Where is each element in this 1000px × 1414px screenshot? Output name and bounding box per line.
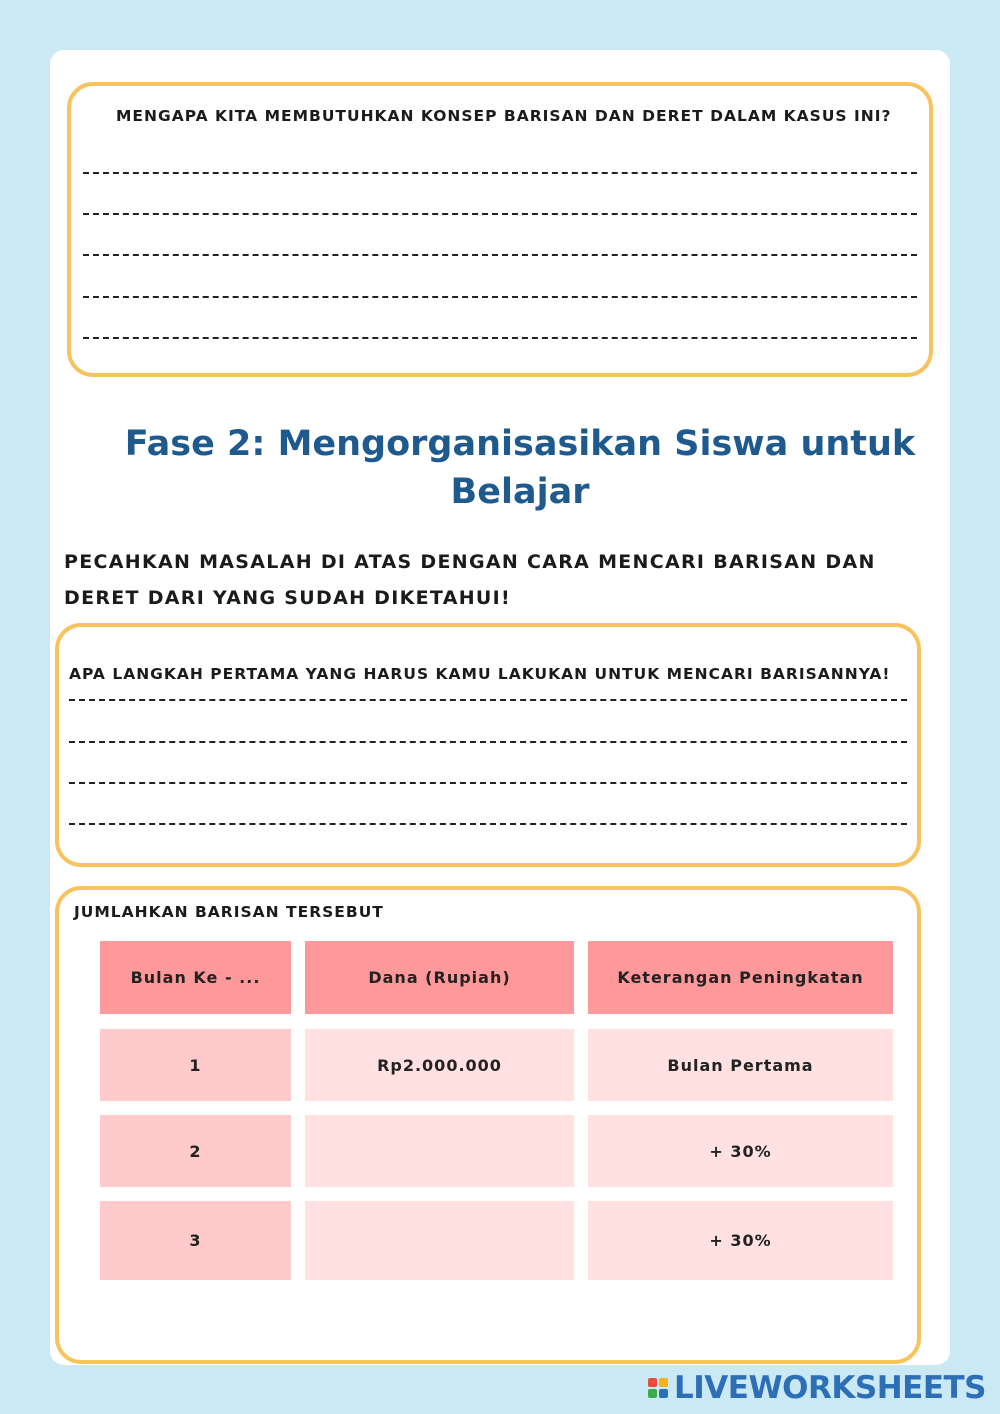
logo-square-red bbox=[648, 1378, 657, 1387]
answer-line[interactable] bbox=[69, 823, 907, 825]
logo-square-blue bbox=[659, 1389, 668, 1398]
table-cell-month: 1 bbox=[100, 1029, 291, 1101]
instruction-line-1: PECAHKAN MASALAH DI ATAS DENGAN CARA MENCARI BARISAN DAN bbox=[64, 551, 876, 573]
table-cell-note: + 30% bbox=[588, 1115, 893, 1187]
table-header-note: Keterangan Peningkatan bbox=[588, 941, 893, 1014]
liveworksheets-logo-icon bbox=[648, 1378, 668, 1398]
answer-line[interactable] bbox=[69, 782, 907, 784]
table-header-month: Bulan Ke - ... bbox=[100, 941, 291, 1014]
question-2-title: APA LANGKAH PERTAMA YANG HARUS KAMU LAKUKAN UNTUK MENCARI BARISANNYA! bbox=[69, 665, 891, 683]
answer-line[interactable] bbox=[69, 699, 907, 701]
logo-square-yellow bbox=[659, 1378, 668, 1387]
logo-square-green bbox=[648, 1389, 657, 1398]
phase-heading bbox=[110, 420, 930, 516]
question-1-title: MENGAPA KITA MEMBUTUHKAN KONSEP BARISAN DAN DERET DALAM KASUS INI? bbox=[116, 107, 892, 125]
table-cell-note: + 30% bbox=[588, 1201, 893, 1280]
table-header-amount: Dana (Rupiah) bbox=[305, 941, 574, 1014]
answer-line[interactable] bbox=[83, 213, 917, 215]
instruction-text bbox=[64, 544, 924, 616]
liveworksheets-brand-text: LIVEWORKSHEETS bbox=[674, 1370, 986, 1406]
table-cell-amount-input[interactable] bbox=[305, 1115, 574, 1187]
table-cell-month: 2 bbox=[100, 1115, 291, 1187]
answer-line[interactable] bbox=[83, 172, 917, 174]
question-box-1 bbox=[67, 82, 933, 377]
answer-line[interactable] bbox=[69, 741, 907, 743]
phase-title-line-2: Belajar bbox=[450, 472, 590, 512]
table-cell-note: Bulan Pertama bbox=[588, 1029, 893, 1101]
phase-title-line-1: Fase 2: Mengorganisasikan Siswa untuk bbox=[124, 424, 916, 464]
answer-line[interactable] bbox=[83, 337, 917, 339]
table-cell-amount-input[interactable] bbox=[305, 1201, 574, 1280]
answer-line[interactable] bbox=[83, 296, 917, 298]
instruction-line-2: DERET DARI YANG SUDAH DIKETAHUI! bbox=[64, 587, 511, 609]
question-3-title: JUMLAHKAN BARISAN TERSEBUT bbox=[74, 903, 384, 921]
liveworksheets-logo[interactable] bbox=[648, 1370, 986, 1406]
question-box-2 bbox=[55, 623, 921, 867]
table-cell-amount: Rp2.000.000 bbox=[305, 1029, 574, 1101]
table-cell-month: 3 bbox=[100, 1201, 291, 1280]
answer-line[interactable] bbox=[83, 254, 917, 256]
